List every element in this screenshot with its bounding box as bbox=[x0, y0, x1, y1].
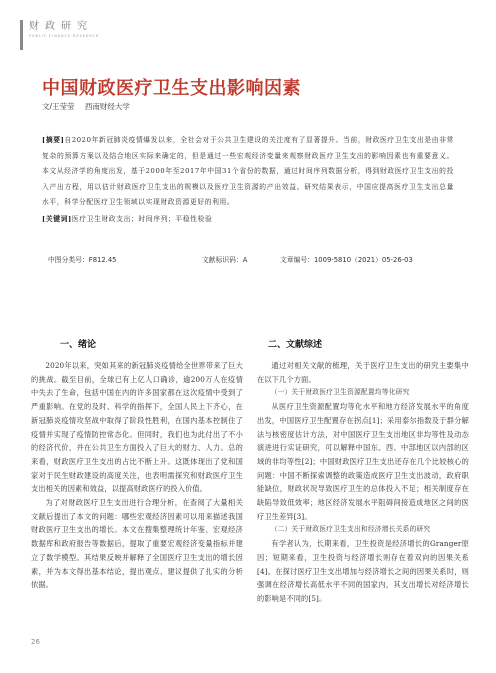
journal-header bbox=[20, 20, 106, 50]
author-line bbox=[42, 101, 130, 112]
abstract-text: 自2020年新冠肺炎疫情爆发以来，全社会对于公共卫生建设的关注度有了显著提升。当前，财政医疗卫生支出是由非常复杂的预算方案以及结合地区实际来确定的，但是通过一些宏观经济变量来观察财政医疗卫生支出的影响因素也有重要意义。本文从经济学的角度出发，基于2000年至2017年中国31个省份的数据，通过时间序列数据分析，得到财政医疗卫生支出的投入产出方程，用以估计财政医疗卫生支出的规模以及医疗卫生资源的产出效益。研究结果表示，中国应提高医疗卫生支出总量水平，科学分配医疗卫生领域以实现财政资源更好的利用。 bbox=[42, 136, 454, 207]
page-number: 26 bbox=[31, 638, 40, 646]
keywords-label: [关键词] bbox=[42, 214, 72, 223]
right-column bbox=[257, 359, 469, 606]
abstract-body bbox=[42, 133, 454, 211]
clc-number: 中图分类号：F812.45 bbox=[48, 256, 117, 264]
paragraph: 2020年以来，突如其来的新冠肺炎疫情给全世界带来了巨大的挑战。截至目前，全球已有上亿人口确诊，逾200万人在疫情中失去了生命，包括中国在内的许多国家都在这次疫情中受到了严重影响。在党的及时、科学的指挥下，全国人民上下齐心，在新冠肺炎疫情攻坚战中取得了阶段性胜利，在国内基本控制住了疫情并实现了疫情防控常态化。但同时，我们也为此付出了不小的经济代价，并在公共卫生方面投入了巨大的财力、人力。总的来看，财政医疗卫生支出的占比不断上升。这既体现出了党和国家对于民生财政建设的高度关注，也表明需探究和财政医疗卫生支出相关的因素和效益，以提高财政医疗的投入价值。 bbox=[31, 361, 243, 494]
article-number: 文章编号：1009-5810（2021）05-26-03 bbox=[280, 256, 413, 264]
paragraph: 从医疗卫生资源配置均等化水平和地方经济发展水平的角度出发，中国医疗卫生配置存在拐点[1]；采用泰尔指数及于群分解法与核密度估计方法，对中国医疗卫生支出地区非均等性及动态演进进行实证研究，可以解释中国东、西、中部地区以内部的区域的非均等性[2]；中国财政医疗卫生支出还存在几个比较核心的问题：中国不断探索调整的政策造成医疗卫生支出波动，政府职能缺位，财政状况导致医疗卫生的总体投入不足；相关制度存在缺陷导致低效率；地区经济发展水平阻碍间接造成地区之间的医疗卫生差异[3]。 bbox=[257, 402, 469, 521]
journal-name: 财政研究 bbox=[29, 21, 93, 32]
subsection-heading: （二）关于财政医疗卫生支出和经济增长关系的研究 bbox=[270, 525, 431, 534]
document-code: 文献标识码：A bbox=[202, 256, 248, 264]
paragraph: 有学者认为，长期来看，卫生投资是经济增长的Granger原因；短期来看，卫生投资与经济增长则存在着双向的因果关系[4]。在探讨医疗卫生支出增加与经济增长之间的因果关系时，则强调在经济增长高低水平不同的国家内，其支出增长对经济增长的影响是不同的[5]。 bbox=[257, 539, 469, 603]
paragraph: 通过对相关文献的梳理，关于医疗卫生支出的研究主要集中在以下几个方面。 bbox=[257, 361, 469, 384]
abstract bbox=[42, 133, 454, 228]
keywords bbox=[42, 212, 454, 228]
author-affiliation: 西南财经大学 bbox=[84, 102, 130, 111]
left-column bbox=[31, 359, 243, 592]
abstract-label: [摘要] bbox=[42, 136, 65, 144]
section-heading-introduction: 一、绪论 bbox=[60, 340, 97, 350]
section-heading-literature-review: 二、文献综述 bbox=[268, 340, 323, 350]
article-title: 中国财政医疗卫生支出影响因素 bbox=[42, 78, 301, 99]
author-name: 文/王莹莹 bbox=[42, 102, 75, 111]
paragraph: 为了对财政医疗卫生支出进行合理分析，在查阅了大量相关文献后提出了本文的问题：哪些宏观经济因素可以用来描述我国财政医疗卫生支出的增长。本文在搜集整理统计年鉴、宏观经济数据库和政府报告等数据后，提取了重要宏观经济变量指标并建立了数学模型。其结果反映并解释了全国医疗卫生支出的增长因素，并为本文得出基本结论，提出观点、建议提供了扎实的分析依据。 bbox=[31, 498, 243, 590]
keywords-text: 医疗卫生财政支出；时间序列；平稳性检验 bbox=[71, 214, 213, 223]
subsection-heading: （一）关于财政医疗卫生资源配置均等化研究 bbox=[270, 388, 410, 397]
journal-english-name: PUBLIC FINANCE RESEARCH bbox=[29, 34, 100, 38]
